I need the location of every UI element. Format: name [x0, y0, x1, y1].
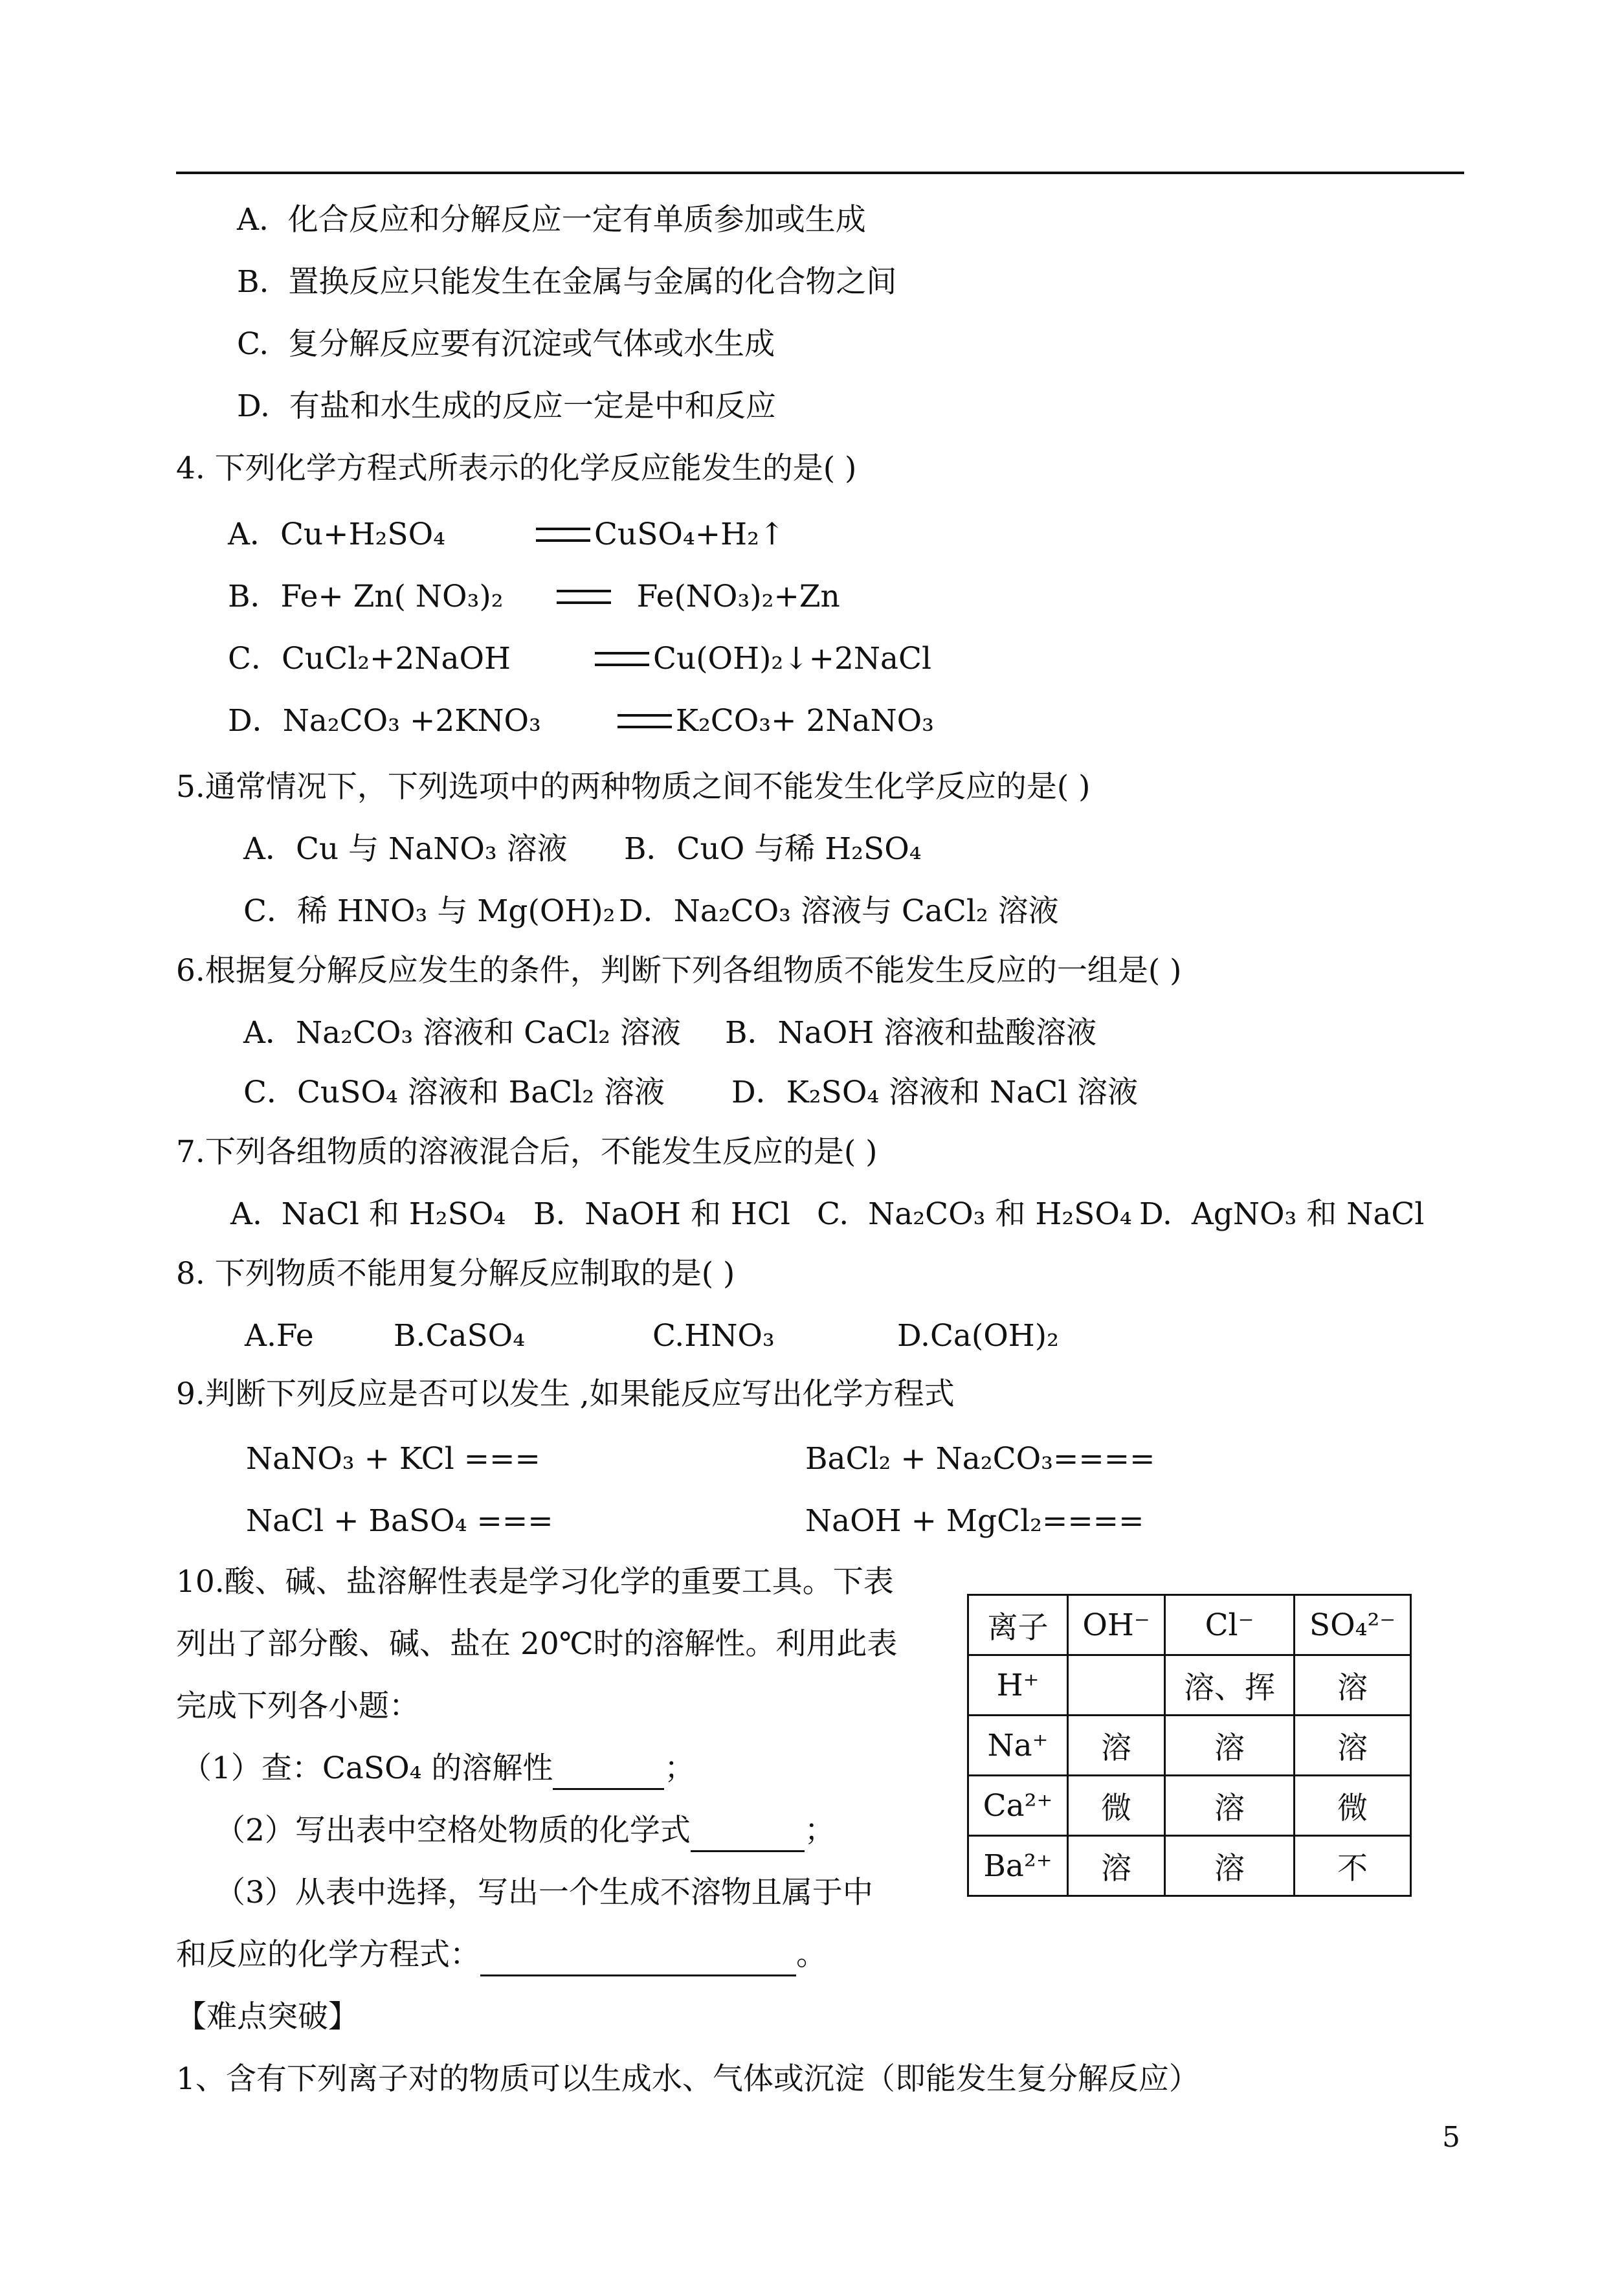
q3-option-d[interactable]: D. 有盐和水生成的反应一定是中和反应 [237, 388, 776, 424]
table-row [968, 1776, 1411, 1836]
q5-stem: 5.通常情况下，下列选项中的两种物质之间不能发生化学反应的是( ) [176, 769, 1091, 805]
q6-stem: 6.根据复分解反应发生的条件，判断下列各组物质不能发生反应的一组是( ) [176, 953, 1182, 989]
q5-option-d[interactable]: D．Na₂CO₃ 溶液与 CaCl₂ 溶液 [619, 893, 1059, 929]
q8-option-c[interactable]: C.HNO₃ [652, 1318, 775, 1354]
equals-sign [536, 528, 590, 542]
table-cell: 溶 [1165, 1716, 1295, 1776]
table-row [968, 1655, 1411, 1716]
q6-option-a[interactable]: A．Na₂CO₃ 溶液和 CaCl₂ 溶液 [243, 1015, 681, 1051]
section-heading: 【难点突破】 [176, 1999, 359, 2035]
section-item-1: 1、含有下列离子对的物质可以生成水、气体或沉淀（即能发生复分解反应） [176, 2061, 1199, 2097]
answer-blank[interactable] [480, 1936, 796, 1976]
q10-sub-3-line-2: 和反应的化学方程式： 。 [176, 1936, 827, 1976]
table-row [968, 1836, 1411, 1896]
q10-sub-1: （1）查：CaSO₄ 的溶解性 ； [181, 1749, 695, 1790]
q6-option-d[interactable]: D．K₂SO₄ 溶液和 NaCl 溶液 [731, 1075, 1139, 1110]
q10-stem-line-3: 完成下列各小题： [176, 1688, 419, 1724]
table-cell: 微 [1068, 1776, 1165, 1836]
q5-options-row2 [243, 892, 1344, 931]
table-cell: 溶、挥 [1165, 1655, 1295, 1716]
q3-option-b[interactable]: B. 置换反应只能发生在金属与金属的化合物之间 [237, 264, 897, 300]
q8-stem: 8. 下列物质不能用复分解反应制取的是( ) [176, 1256, 735, 1292]
table-cell: 溶 [1295, 1655, 1411, 1716]
table-cell: 溶 [1165, 1776, 1295, 1836]
q3-option-a[interactable]: A. 化合反应和分解反应一定有单质参加或生成 [237, 202, 866, 238]
table-header-row [968, 1595, 1411, 1655]
q5-options-row1 [243, 830, 1344, 869]
q5-option-a[interactable]: A．Cu 与 NaNO₃ 溶液 [243, 831, 568, 867]
table-cell-blank[interactable] [1068, 1655, 1165, 1716]
q7-option-b[interactable]: B. NaOH 和 HCl [533, 1196, 790, 1232]
header-rule [176, 172, 1464, 174]
table-header-cell: 离子 [968, 1595, 1068, 1655]
q8-option-a[interactable]: A.Fe [245, 1318, 314, 1354]
q10-stem-line-2: 列出了部分酸、碱、盐在 20℃时的溶解性。利用此表 [176, 1626, 898, 1662]
table-cell: 溶 [1068, 1716, 1165, 1776]
q4-option-c[interactable]: C．CuCl₂+2NaOH Cu(OH)₂↓+2NaCl [228, 641, 932, 677]
table-cell: 不 [1295, 1836, 1411, 1896]
equals-sign [617, 714, 672, 728]
table-cell: Ba²⁺ [968, 1836, 1068, 1896]
q10-sub-3-line-1: （3）从表中选择，写出一个生成不溶物且属于中 [215, 1875, 873, 1910]
table-cell: Na⁺ [968, 1716, 1068, 1776]
q7-stem: 7.下列各组物质的溶液混合后，不能发生反应的是( ) [176, 1134, 878, 1170]
q7-options-row [230, 1195, 1460, 1234]
q4-option-d[interactable]: D．Na₂CO₃ +2KNO₃ K₂CO₃+ 2NaNO₃ [228, 703, 934, 739]
q9-equation-3[interactable]: NaCl + BaSO₄ === [246, 1503, 553, 1539]
table-cell: H⁺ [968, 1655, 1068, 1716]
q4-option-b[interactable]: B．Fe+ Zn( NO₃)₂ Fe(NO₃)₂+Zn [228, 579, 840, 614]
table-row [968, 1716, 1411, 1776]
table-cell: Ca²⁺ [968, 1776, 1068, 1836]
q6-option-b[interactable]: B．NaOH 溶液和盐酸溶液 [725, 1015, 1097, 1051]
q4-option-a[interactable]: A．Cu+H₂SO₄ CuSO₄+H₂↑ [228, 517, 785, 552]
q7-option-c[interactable]: C. Na₂CO₃ 和 H₂SO₄ [817, 1196, 1132, 1232]
answer-blank[interactable] [691, 1811, 805, 1852]
equals-sign [595, 652, 649, 666]
table-header-cell: SO₄²⁻ [1295, 1595, 1411, 1655]
q8-option-b[interactable]: B.CaSO₄ [394, 1318, 526, 1354]
q5-option-c[interactable]: C．稀 HNO₃ 与 Mg(OH)₂ [243, 893, 616, 929]
table-cell: 微 [1295, 1776, 1411, 1836]
q6-options-row2 [243, 1073, 1344, 1112]
table-header-cell: Cl⁻ [1165, 1595, 1295, 1655]
q9-equation-2[interactable]: BaCl₂ + Na₂CO₃==== [805, 1441, 1155, 1477]
q7-option-d[interactable]: D. AgNO₃ 和 NaCl [1139, 1196, 1425, 1232]
q6-option-c[interactable]: C．CuSO₄ 溶液和 BaCl₂ 溶液 [243, 1075, 665, 1110]
page-number: 5 [1442, 2121, 1460, 2154]
q3-option-c[interactable]: C. 复分解反应要有沉淀或气体或水生成 [237, 326, 775, 362]
answer-blank[interactable] [553, 1749, 664, 1790]
q8-options-row [245, 1317, 1280, 1356]
table-cell: 溶 [1165, 1836, 1295, 1896]
q9-stem: 9.判断下列反应是否可以发生 ,如果能反应写出化学方程式 [176, 1376, 955, 1412]
q10-sub-2: （2）写出表中空格处物质的化学式 ； [215, 1811, 835, 1852]
equals-sign [557, 590, 611, 604]
q8-option-d[interactable]: D.Ca(OH)₂ [897, 1318, 1059, 1354]
q9-equation-1[interactable]: NaNO₃ + KCl === [246, 1441, 540, 1477]
q5-option-b[interactable]: B．CuO 与稀 H₂SO₄ [624, 831, 922, 867]
table-cell: 溶 [1068, 1836, 1165, 1896]
table-header-cell: OH⁻ [1068, 1595, 1165, 1655]
q9-equation-4[interactable]: NaOH + MgCl₂==== [805, 1503, 1144, 1539]
q10-stem-line-1: 10.酸、碱、盐溶解性表是学习化学的重要工具。下表 [176, 1564, 894, 1600]
table-cell: 溶 [1295, 1716, 1411, 1776]
solubility-table [967, 1594, 1412, 1897]
q7-option-a[interactable]: A. NaCl 和 H₂SO₄ [230, 1196, 506, 1232]
q4-stem: 4. 下列化学方程式所表示的化学反应能发生的是( ) [176, 451, 857, 486]
q6-options-row1 [243, 1014, 1344, 1053]
